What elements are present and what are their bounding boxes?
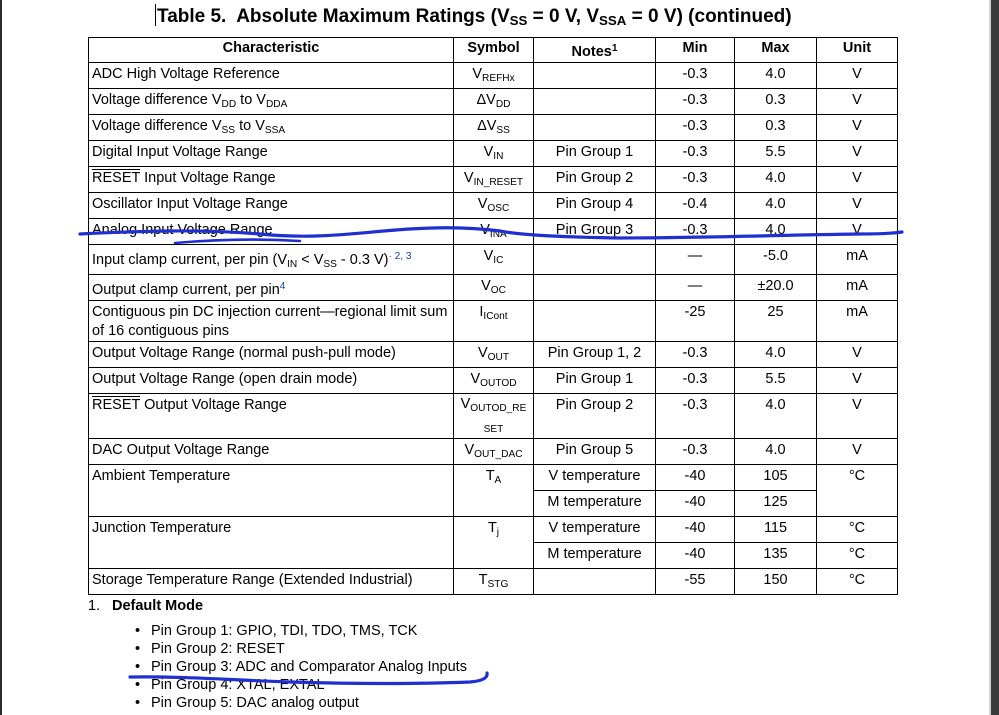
list-item-pin-group-3: • Pin Group 3: ADC and Comparator Analog Inputs bbox=[135, 658, 788, 676]
cell-symbol: $V_{OUT}$ bbox=[454, 342, 534, 368]
cell-symbol: $I_{ICont}$ bbox=[454, 301, 534, 342]
cell-min: -0.3 bbox=[656, 439, 735, 465]
cell-characteristic: RESET Input Voltage Range bbox=[89, 167, 454, 193]
footnote-link[interactable]: · 2, 3 bbox=[388, 251, 412, 262]
cell-notes: Pin Group 1, 2 bbox=[534, 342, 656, 368]
table-title: Table 5. Absolute Maximum Ratings ($V_{SS} = 0$ V, $V_{SSA} = 0$ V) (continued) bbox=[157, 6, 792, 28]
cell-unit: V bbox=[817, 141, 898, 167]
cell-unit: V bbox=[817, 368, 898, 394]
cell-symbol: $V_{INA}$ bbox=[454, 219, 534, 245]
cell-symbol: $V_{OUTOD}$ bbox=[454, 368, 534, 394]
cell-notes: Pin Group 5 bbox=[534, 439, 656, 465]
cell-unit: °C bbox=[817, 543, 898, 569]
text-cursor bbox=[155, 4, 156, 26]
cell-max: 4.0 bbox=[735, 342, 817, 368]
cell-symbol: $T_A$ bbox=[454, 465, 534, 517]
cell-min: -40 bbox=[656, 491, 735, 517]
cell-characteristic: Voltage difference $V_{DD}$ to $V_{DDA}$ bbox=[89, 89, 454, 115]
cell-notes: M temperature bbox=[534, 543, 656, 569]
cell-max: 135 bbox=[735, 543, 817, 569]
header-characteristic: Characteristic bbox=[89, 38, 454, 63]
list-item: • Pin Group 2: RESET bbox=[135, 640, 788, 658]
page-left-edge bbox=[0, 0, 2, 715]
cell-unit: °C bbox=[817, 569, 898, 595]
cell-min: -0.3 bbox=[656, 115, 735, 141]
table-row bbox=[89, 439, 898, 465]
cell-min: -25 bbox=[656, 301, 735, 342]
cell-min: -0.3 bbox=[656, 219, 735, 245]
cell-max: 0.3 bbox=[735, 89, 817, 115]
cell-notes: Pin Group 3 bbox=[534, 219, 656, 245]
table-row bbox=[89, 89, 898, 115]
header-max: Max bbox=[735, 38, 817, 63]
header-min: Min bbox=[656, 38, 735, 63]
pin-group-list bbox=[88, 622, 788, 712]
cell-symbol: $V_{IN}$ bbox=[454, 141, 534, 167]
cell-max: 4.0 bbox=[735, 219, 817, 245]
cell-notes bbox=[534, 569, 656, 595]
list-item: • Pin Group 1: GPIO, TDI, TDO, TMS, TCK bbox=[135, 622, 788, 640]
cell-unit: V bbox=[817, 219, 898, 245]
cell-symbol: $V_{OUTOD\_RE}$ $_{SET}$ bbox=[454, 394, 534, 439]
cell-max: 0.3 bbox=[735, 115, 817, 141]
table-row bbox=[89, 342, 898, 368]
cell-notes: Pin Group 2 bbox=[534, 167, 656, 193]
footnote-link[interactable]: 4 bbox=[279, 281, 286, 292]
cell-unit: mA bbox=[817, 301, 898, 342]
cell-characteristic: DAC Output Voltage Range bbox=[89, 439, 454, 465]
header-symbol: Symbol bbox=[454, 38, 534, 63]
cell-max: 4.0 bbox=[735, 193, 817, 219]
cell-unit: °C bbox=[817, 517, 898, 543]
cell-min: -0.3 bbox=[656, 342, 735, 368]
cell-characteristic: Output Voltage Range (open drain mode) bbox=[89, 368, 454, 394]
cell-max: 4.0 bbox=[735, 394, 817, 439]
cell-characteristic: ADC High Voltage Reference bbox=[89, 63, 454, 89]
cell-notes: M temperature bbox=[534, 491, 656, 517]
cell-max: 4.0 bbox=[735, 63, 817, 89]
cell-notes bbox=[534, 275, 656, 301]
cell-unit: mA bbox=[817, 275, 898, 301]
cell-min: -0.3 bbox=[656, 394, 735, 439]
header-unit: Unit bbox=[817, 38, 898, 63]
header-notes: Notes$^1$ bbox=[534, 38, 656, 63]
cell-characteristic: Storage Temperature Range (Extended Industrial) bbox=[89, 569, 454, 595]
cell-min: -40 bbox=[656, 543, 735, 569]
cell-max: 25 bbox=[735, 301, 817, 342]
cell-max: ±20.0 bbox=[735, 275, 817, 301]
cell-min: -0.3 bbox=[656, 63, 735, 89]
cell-notes: V temperature bbox=[534, 517, 656, 543]
cell-notes bbox=[534, 301, 656, 342]
cell-symbol: $T_{STG}$ bbox=[454, 569, 534, 595]
table-row bbox=[89, 301, 898, 342]
cell-unit: V bbox=[817, 167, 898, 193]
cell-characteristic: Input clamp current, per pin ($V_{IN} < V_{SS} - 0.3$ V)$^{\cdot 2, 3}$ bbox=[89, 245, 454, 275]
cell-characteristic: Analog Input Voltage Range bbox=[89, 219, 454, 245]
list-item: • Pin Group 4: XTAL, EXTAL bbox=[135, 676, 788, 694]
cell-max: 4.0 bbox=[735, 167, 817, 193]
cell-max: 5.5 bbox=[735, 368, 817, 394]
table-row bbox=[89, 245, 898, 275]
cell-min: -0.3 bbox=[656, 141, 735, 167]
table-row bbox=[89, 167, 898, 193]
table-row bbox=[89, 394, 898, 439]
cell-max: 4.0 bbox=[735, 439, 817, 465]
table-row bbox=[89, 465, 898, 491]
cell-max: 105 bbox=[735, 465, 817, 491]
table-row bbox=[89, 569, 898, 595]
cell-unit: V bbox=[817, 439, 898, 465]
cell-symbol: $V_{OUT\_DAC}$ bbox=[454, 439, 534, 465]
cell-notes: Pin Group 4 bbox=[534, 193, 656, 219]
cell-unit: V bbox=[817, 342, 898, 368]
cell-symbol: $V_{REFHx}$ bbox=[454, 63, 534, 89]
cell-min: — bbox=[656, 275, 735, 301]
cell-notes: V temperature bbox=[534, 465, 656, 491]
cell-symbol: $V_{OSC}$ bbox=[454, 193, 534, 219]
viewer-scrollbar[interactable] bbox=[991, 0, 999, 715]
cell-unit: V bbox=[817, 63, 898, 89]
cell-characteristic: Junction Temperature bbox=[89, 517, 454, 569]
cell-notes: Pin Group 1 bbox=[534, 368, 656, 394]
cell-min: -0.3 bbox=[656, 167, 735, 193]
cell-max: 5.5 bbox=[735, 141, 817, 167]
cell-min: -40 bbox=[656, 517, 735, 543]
cell-unit: V bbox=[817, 193, 898, 219]
cell-unit: mA bbox=[817, 245, 898, 275]
cell-symbol: $V_{IN\_RESET}$ bbox=[454, 167, 534, 193]
cell-min: -0.4 bbox=[656, 193, 735, 219]
cell-notes: Pin Group 2 bbox=[534, 394, 656, 439]
cell-characteristic: Oscillator Input Voltage Range bbox=[89, 193, 454, 219]
cell-max: -5.0 bbox=[735, 245, 817, 275]
cell-characteristic: RESET Output Voltage Range bbox=[89, 394, 454, 439]
table-header-row bbox=[89, 38, 898, 63]
cell-notes bbox=[534, 115, 656, 141]
table-row bbox=[89, 141, 898, 167]
cell-max: 115 bbox=[735, 517, 817, 543]
cell-min: -0.3 bbox=[656, 89, 735, 115]
cell-symbol: $V_{IC}$ bbox=[454, 245, 534, 275]
table-row bbox=[89, 517, 898, 543]
cell-characteristic: Output clamp current, per pin$^4$ bbox=[89, 275, 454, 301]
cell-symbol: $T_j$ bbox=[454, 517, 534, 569]
cell-characteristic: Contiguous pin DC injection current—regional limit sum of 16 contiguous pins bbox=[89, 301, 454, 342]
cell-characteristic: Ambient Temperature bbox=[89, 465, 454, 517]
table-row bbox=[89, 63, 898, 89]
cell-min: -40 bbox=[656, 465, 735, 491]
cell-symbol: $\Delta V_{DD}$ bbox=[454, 89, 534, 115]
cell-min: -0.3 bbox=[656, 368, 735, 394]
footnote-section bbox=[88, 596, 788, 712]
cell-max: 150 bbox=[735, 569, 817, 595]
cell-characteristic: Voltage difference $V_{SS}$ to $V_{SSA}$ bbox=[89, 115, 454, 141]
cell-unit: V bbox=[817, 115, 898, 141]
cell-max: 125 bbox=[735, 491, 817, 517]
table-row bbox=[89, 275, 898, 301]
table-row bbox=[89, 193, 898, 219]
cell-notes bbox=[534, 63, 656, 89]
cell-unit: °C bbox=[817, 465, 898, 517]
cell-min: — bbox=[656, 245, 735, 275]
cell-symbol: $\Delta V_{SS}$ bbox=[454, 115, 534, 141]
list-item: • Pin Group 5: DAC analog output bbox=[135, 694, 788, 712]
cell-notes bbox=[534, 245, 656, 275]
table-row bbox=[89, 115, 898, 141]
cell-characteristic: Digital Input Voltage Range bbox=[89, 141, 454, 167]
cell-min: -55 bbox=[656, 569, 735, 595]
cell-notes bbox=[534, 89, 656, 115]
cell-unit: V bbox=[817, 89, 898, 115]
table-row-analog-input bbox=[89, 219, 898, 245]
absolute-maximum-ratings-table bbox=[88, 37, 898, 595]
footnote-heading: 1. Default Mode bbox=[88, 598, 204, 614]
cell-unit: V bbox=[817, 394, 898, 439]
cell-notes: Pin Group 1 bbox=[534, 141, 656, 167]
cell-symbol: $V_{OC}$ bbox=[454, 275, 534, 301]
table-row bbox=[89, 368, 898, 394]
cell-characteristic: Output Voltage Range (normal push-pull mode) bbox=[89, 342, 454, 368]
